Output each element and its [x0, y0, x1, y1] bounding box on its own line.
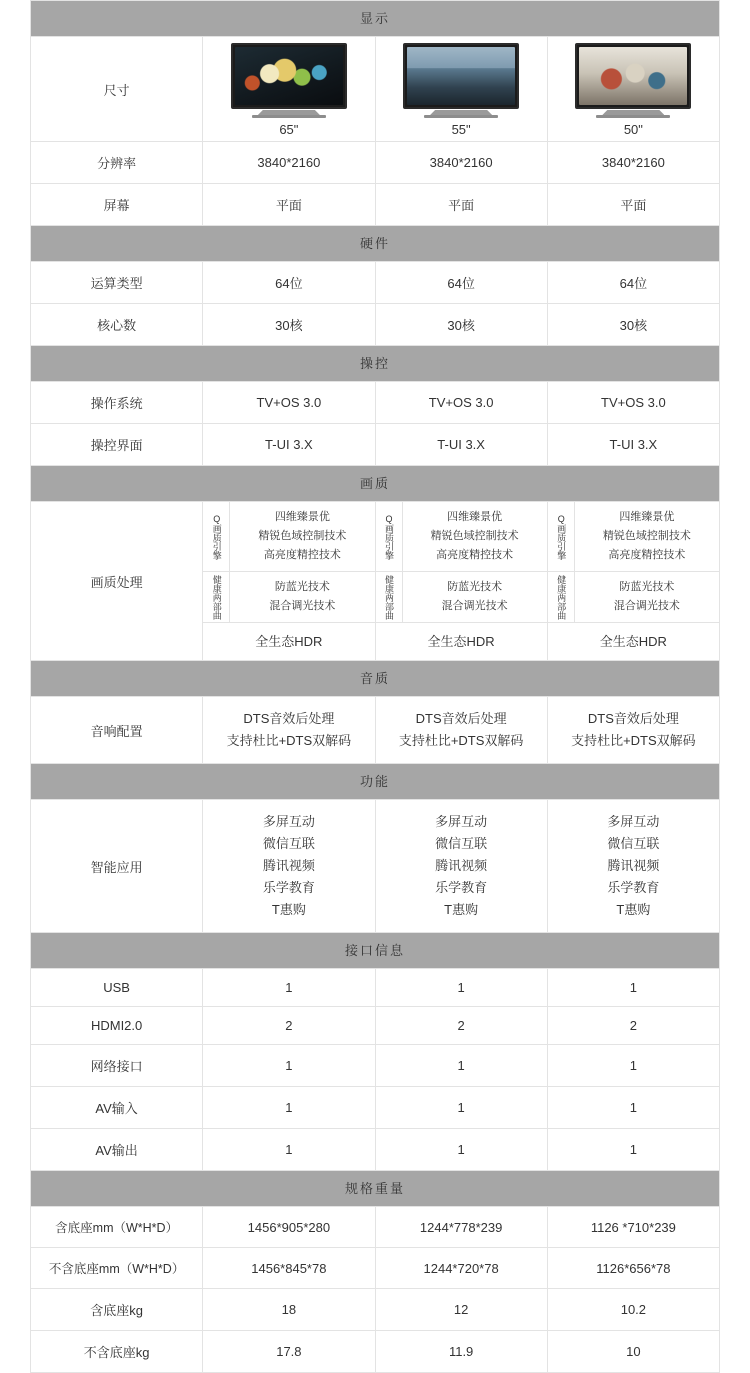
app-item: 乐学教育 — [607, 880, 660, 895]
section-header-display — [31, 1, 720, 37]
section-header-audio — [31, 661, 720, 697]
cell-cores-55: 30核 — [375, 304, 547, 346]
row-label-os: 操作系统 — [31, 382, 203, 424]
audio-line: DTS音效后处理 — [415, 711, 507, 726]
picture-group-label-q: Q画质引擎 — [203, 502, 230, 571]
cell-resolution-55: 3840*2160 — [375, 142, 547, 184]
audio-line: 支持杜比+DTS双解码 — [571, 733, 696, 748]
row-label-av-out: AV输出 — [31, 1129, 203, 1171]
row-label-usb: USB — [31, 969, 203, 1007]
cell-dim-no-stand-65: 1456*845*78 — [203, 1248, 375, 1289]
spec-table — [30, 0, 720, 1373]
section-title: 接口信息 — [31, 933, 720, 969]
section-title: 音质 — [31, 661, 720, 697]
cell-hdmi-55: 2 — [375, 1007, 547, 1045]
cell-dim-with-stand-55: 1244*778*239 — [375, 1207, 547, 1248]
row-compute — [31, 262, 720, 304]
row-label-compute: 运算类型 — [31, 262, 203, 304]
cell-lan-55: 1 — [375, 1045, 547, 1087]
app-item: 微信互联 — [435, 836, 488, 851]
audio-line: DTS音效后处理 — [587, 711, 679, 726]
picture-item: 混合调光技术 — [269, 600, 336, 612]
cell-audio-65 — [203, 697, 375, 764]
picture-item: 高亮度精控技术 — [608, 549, 686, 561]
row-cores — [31, 304, 720, 346]
picture-item: 四维臻景优 — [274, 511, 330, 523]
row-label-apps: 智能应用 — [31, 800, 203, 933]
cell-tv-55 — [375, 37, 547, 142]
cell-av-out-50: 1 — [547, 1129, 719, 1171]
cell-usb-50: 1 — [547, 969, 719, 1007]
table-row — [31, 1289, 720, 1331]
row-picture — [31, 502, 720, 661]
cell-resolution-50: 3840*2160 — [547, 142, 719, 184]
picture-group-label-health: 健康两部曲 — [203, 572, 230, 622]
app-item: 乐学教育 — [435, 880, 488, 895]
app-item: 微信互联 — [262, 836, 315, 851]
cell-ui-50: T-UI 3.X — [547, 424, 719, 466]
picture-hdr: 全生态HDR — [427, 634, 495, 649]
cell-lan-50: 1 — [547, 1045, 719, 1087]
row-label-audio: 音响配置 — [31, 697, 203, 764]
cell-usb-65: 1 — [203, 969, 375, 1007]
section-title: 画质 — [31, 466, 720, 502]
picture-group-label-health: 健康两部曲 — [376, 572, 403, 622]
row-screen — [31, 184, 720, 226]
app-item: 多屏互动 — [435, 814, 488, 829]
table-row — [31, 969, 720, 1007]
section-title: 规格重量 — [31, 1171, 720, 1207]
cell-compute-50: 64位 — [547, 262, 719, 304]
row-label-dim-with-stand: 含底座mm（W*H*D） — [31, 1207, 203, 1248]
cell-audio-50 — [547, 697, 719, 764]
app-item: T惠购 — [271, 902, 306, 917]
table-row — [31, 1045, 720, 1087]
picture-item: 混合调光技术 — [613, 600, 680, 612]
row-label-weight-with-stand: 含底座kg — [31, 1289, 203, 1331]
row-label-lan: 网络接口 — [31, 1045, 203, 1087]
cell-picture-65 — [203, 502, 375, 661]
cell-picture-50 — [547, 502, 719, 661]
cell-tv-65 — [203, 37, 375, 142]
cell-os-50: TV+OS 3.0 — [547, 382, 719, 424]
cell-screen-65: 平面 — [203, 184, 375, 226]
picture-group-label-q: Q画质引擎 — [376, 502, 403, 571]
row-apps — [31, 800, 720, 933]
picture-hdr: 全生态HDR — [599, 634, 667, 649]
row-label-cores: 核心数 — [31, 304, 203, 346]
tv-image-65 — [231, 43, 347, 118]
table-row — [31, 1007, 720, 1045]
row-label-size: 尺寸 — [31, 37, 203, 142]
cell-hdmi-50: 2 — [547, 1007, 719, 1045]
row-os — [31, 382, 720, 424]
app-item: 多屏互动 — [262, 814, 315, 829]
cell-os-55: TV+OS 3.0 — [375, 382, 547, 424]
section-header-ports — [31, 933, 720, 969]
app-item: 乐学教育 — [262, 880, 315, 895]
cell-resolution-65: 3840*2160 — [203, 142, 375, 184]
cell-usb-55: 1 — [375, 969, 547, 1007]
picture-hdr: 全生态HDR — [255, 634, 323, 649]
app-item: T惠购 — [444, 902, 479, 917]
cell-weight-with-stand-65: 18 — [203, 1289, 375, 1331]
cell-audio-55 — [375, 697, 547, 764]
app-item: T惠购 — [616, 902, 651, 917]
section-header-hardware — [31, 226, 720, 262]
cell-apps-50 — [547, 800, 719, 933]
picture-item: 防蓝光技术 — [447, 581, 503, 593]
row-label-picture: 画质处理 — [31, 502, 203, 661]
cell-ui-65: T-UI 3.X — [203, 424, 375, 466]
row-resolution — [31, 142, 720, 184]
cell-dim-no-stand-55: 1244*720*78 — [375, 1248, 547, 1289]
row-ui — [31, 424, 720, 466]
row-size — [31, 37, 720, 142]
cell-weight-no-stand-55: 11.9 — [375, 1331, 547, 1373]
row-label-resolution: 分辨率 — [31, 142, 203, 184]
cell-dim-no-stand-50: 1126*656*78 — [547, 1248, 719, 1289]
picture-item: 混合调光技术 — [441, 600, 508, 612]
picture-item: 四维臻景优 — [619, 511, 675, 523]
cell-av-in-65: 1 — [203, 1087, 375, 1129]
section-header-picture — [31, 466, 720, 502]
table-row — [31, 1129, 720, 1171]
cell-av-in-50: 1 — [547, 1087, 719, 1129]
section-title: 功能 — [31, 764, 720, 800]
cell-hdmi-65: 2 — [203, 1007, 375, 1045]
picture-item: 防蓝光技术 — [274, 581, 330, 593]
section-header-control — [31, 346, 720, 382]
tv-image-50 — [575, 43, 691, 118]
app-item: 腾讯视频 — [262, 858, 315, 873]
picture-item: 精锐色域控制技术 — [430, 530, 519, 542]
model-size-65: 65" — [279, 122, 299, 137]
app-item: 腾讯视频 — [435, 858, 488, 873]
row-label-screen: 屏幕 — [31, 184, 203, 226]
app-item: 微信互联 — [607, 836, 660, 851]
cell-ui-55: T-UI 3.X — [375, 424, 547, 466]
section-title: 硬件 — [31, 226, 720, 262]
picture-group-label-q: Q画质引擎 — [548, 502, 575, 571]
picture-item: 高亮度精控技术 — [263, 549, 341, 561]
cell-dim-with-stand-50: 1126 *710*239 — [547, 1207, 719, 1248]
cell-av-out-55: 1 — [375, 1129, 547, 1171]
picture-item: 高亮度精控技术 — [436, 549, 514, 561]
section-header-dimensions — [31, 1171, 720, 1207]
cell-weight-no-stand-65: 17.8 — [203, 1331, 375, 1373]
model-size-50: 50" — [623, 122, 643, 137]
table-row — [31, 1207, 720, 1248]
cell-cores-50: 30核 — [547, 304, 719, 346]
picture-group-label-health: 健康两部曲 — [548, 572, 575, 622]
row-label-hdmi: HDMI2.0 — [31, 1007, 203, 1045]
cell-tv-50 — [547, 37, 719, 142]
table-row — [31, 1331, 720, 1373]
picture-item: 四维臻景优 — [447, 511, 503, 523]
row-label-av-in: AV输入 — [31, 1087, 203, 1129]
cell-screen-50: 平面 — [547, 184, 719, 226]
cell-apps-65 — [203, 800, 375, 933]
model-size-55: 55" — [451, 122, 471, 137]
section-header-features — [31, 764, 720, 800]
cell-compute-65: 64位 — [203, 262, 375, 304]
tv-image-55 — [403, 43, 519, 118]
row-label-ui: 操控界面 — [31, 424, 203, 466]
cell-cores-65: 30核 — [203, 304, 375, 346]
row-label-dim-no-stand: 不含底座mm（W*H*D） — [31, 1248, 203, 1289]
cell-lan-65: 1 — [203, 1045, 375, 1087]
cell-apps-55 — [375, 800, 547, 933]
section-title: 显示 — [31, 1, 720, 37]
audio-line: DTS音效后处理 — [243, 711, 335, 726]
table-row — [31, 1248, 720, 1289]
cell-weight-with-stand-55: 12 — [375, 1289, 547, 1331]
audio-line: 支持杜比+DTS双解码 — [226, 733, 352, 748]
row-label-weight-no-stand: 不含底座kg — [31, 1331, 203, 1373]
cell-picture-55 — [375, 502, 547, 661]
cell-compute-55: 64位 — [375, 262, 547, 304]
app-item: 腾讯视频 — [607, 858, 660, 873]
cell-dim-with-stand-65: 1456*905*280 — [203, 1207, 375, 1248]
section-title: 操控 — [31, 346, 720, 382]
cell-screen-55: 平面 — [375, 184, 547, 226]
picture-item: 精锐色域控制技术 — [258, 530, 347, 542]
picture-item: 防蓝光技术 — [619, 581, 675, 593]
picture-item: 精锐色域控制技术 — [602, 530, 691, 542]
cell-weight-with-stand-50: 10.2 — [547, 1289, 719, 1331]
cell-av-out-65: 1 — [203, 1129, 375, 1171]
cell-weight-no-stand-50: 10 — [547, 1331, 719, 1373]
table-row — [31, 1087, 720, 1129]
audio-line: 支持杜比+DTS双解码 — [398, 733, 524, 748]
app-item: 多屏互动 — [607, 814, 660, 829]
cell-os-65: TV+OS 3.0 — [203, 382, 375, 424]
cell-av-in-55: 1 — [375, 1087, 547, 1129]
row-audio — [31, 697, 720, 764]
